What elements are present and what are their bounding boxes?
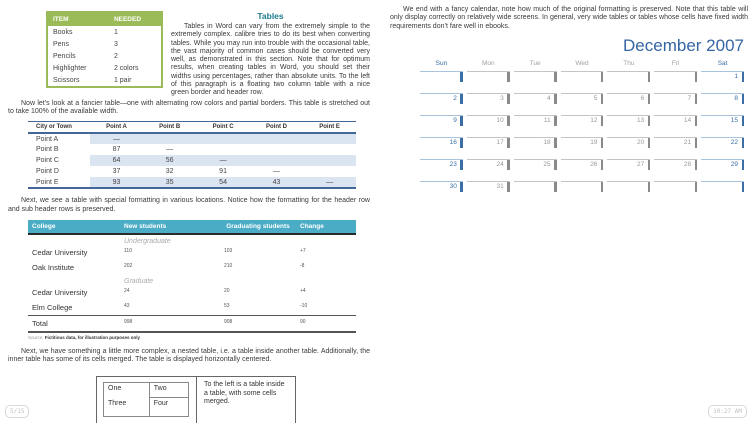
calendar-day-cell	[701, 137, 744, 157]
calendar-grid	[420, 59, 744, 201]
points-row	[28, 166, 356, 177]
calendar-day-cell	[467, 159, 510, 179]
calendar-day-cell	[420, 159, 463, 179]
calendar-day-name: Thu	[623, 59, 635, 67]
calendar-day-number: 30	[449, 182, 457, 190]
college-row-label: Cedar University	[32, 287, 88, 297]
calendar-day-cell	[654, 71, 697, 91]
college-cell: 20	[224, 287, 230, 294]
points-row	[28, 155, 356, 166]
points-cell	[303, 166, 356, 177]
paragraph-special-formatting: Next, we see a table with special formatting in various locations. Notice how the formatting for the header row and sub header rows is preserved.	[8, 197, 370, 213]
points-cell	[196, 144, 249, 155]
supplies-cell: Highlighter	[53, 64, 87, 72]
college-cell: -10	[300, 302, 308, 309]
paragraph-calendar-intro: We end with a fancy calendar, note how much of the original formatting is preserved. Note that this table will only display correctly on relatively wide screens. In general, very wide tables or tables whose cells have fixed width requirements don’t fare well in ebooks.	[390, 6, 748, 30]
calendar-day-number: 14	[683, 116, 692, 124]
supplies-table-body	[47, 26, 162, 87]
supplies-cell: Scissors	[53, 76, 80, 84]
supplies-table-float	[46, 11, 163, 88]
points-cell	[196, 133, 249, 144]
calendar-day-name: Mon	[481, 59, 495, 67]
calendar-day-cell	[467, 115, 510, 135]
points-table-head	[28, 122, 356, 134]
calendar-day-number: 11	[543, 116, 551, 124]
calendar-day-cell	[467, 93, 510, 113]
college-row	[28, 300, 356, 316]
calendar-day-cell	[561, 137, 604, 157]
calendar-day-name: Wed	[575, 59, 589, 67]
calendar-day-number: 10	[496, 116, 504, 124]
points-cell: 54	[196, 177, 249, 188]
college-cell: 210	[224, 262, 233, 269]
calendar-day-cell	[514, 181, 557, 201]
calendar-day-cell	[420, 71, 463, 91]
points-row-label: Point A	[28, 133, 90, 144]
calendar-day-cell	[607, 115, 650, 135]
calendar-day-cell	[607, 181, 650, 201]
calendar-day-number: 20	[637, 138, 645, 146]
calendar-day-number: 27	[637, 160, 645, 168]
calendar-day-number: 18	[543, 138, 551, 146]
supplies-cell: 1	[113, 28, 118, 36]
supplies-cell: Pens	[53, 40, 69, 48]
calendar-day-cell	[514, 159, 557, 179]
points-cell: —	[166, 146, 174, 154]
supplies-row	[47, 38, 162, 50]
calendar-day-number: 3	[500, 94, 504, 102]
points-cell	[303, 133, 356, 144]
calendar-day-cell	[654, 93, 697, 113]
paragraph-nested-table: Next, we have something a little more complex, a nested table, i.e. a table inside another table. Additionally, the inner table has some of its cells merged. The table is displayed horizontally centered.	[8, 347, 370, 364]
college-cell: 53	[224, 302, 230, 309]
points-row	[28, 177, 356, 188]
points-row	[28, 144, 356, 155]
inner-cell-four: Four	[149, 398, 188, 417]
calendar-day-cell	[467, 71, 510, 91]
outer-table	[96, 376, 296, 423]
supplies-cell: 2 colors	[113, 64, 139, 72]
points-header-cell: Point C	[196, 122, 249, 134]
calendar-day-cell	[701, 159, 744, 179]
supplies-header-cell: NEEDED	[109, 12, 162, 26]
inner-cell-three: Three	[104, 398, 150, 417]
calendar-day-cell	[654, 159, 697, 179]
college-header-cell: Change	[296, 220, 356, 234]
college-total-cell: 908	[220, 315, 296, 332]
points-header-row	[28, 122, 356, 134]
calendar-day-number: 28	[683, 160, 692, 168]
points-cell: —	[90, 133, 143, 144]
calendar-day-number: 4	[546, 94, 551, 102]
college-cell: -8	[300, 262, 305, 269]
college-row	[28, 285, 356, 300]
calendar-title: December 2007	[623, 35, 744, 55]
calendar-day-number: 24	[496, 160, 504, 168]
calendar-day-cell	[420, 137, 463, 157]
calendar-day-number: 13	[637, 116, 645, 124]
source-note-text: Fictitious data, for illustration purposes only	[44, 334, 141, 340]
points-cell	[250, 144, 303, 155]
calendar-day-number: 16	[449, 138, 457, 146]
calendar-day-cell	[701, 93, 744, 113]
calendar-day-cell	[561, 181, 604, 201]
supplies-row	[47, 74, 162, 87]
supplies-table	[46, 11, 163, 88]
calendar-day-cell	[561, 93, 604, 113]
college-total-row	[28, 315, 356, 332]
points-table-body	[28, 133, 356, 188]
calendar-day-cell	[514, 93, 557, 113]
points-row	[28, 133, 356, 144]
calendar-day-cell	[607, 137, 650, 157]
college-row-label: Oak Institute	[32, 262, 75, 272]
college-row-label: Cedar University	[32, 247, 88, 257]
points-cell: 91	[219, 168, 227, 176]
calendar-day-number: 1	[734, 72, 738, 80]
points-cell: 32	[165, 168, 174, 176]
calendar-day-name: Sun	[435, 59, 448, 67]
points-header-cell: Point A	[90, 122, 143, 134]
calendar-day-number: 6	[640, 94, 645, 102]
calendar-day-name: Tue	[529, 59, 541, 67]
points-header-cell: Point D	[250, 122, 303, 134]
calendar-day-name: Sat	[717, 59, 728, 67]
points-row-label: Point B	[28, 144, 90, 155]
points-header-cell: Point E	[303, 122, 356, 134]
college-group-row	[28, 275, 356, 285]
supplies-cell: Books	[53, 28, 73, 36]
college-row-label: Elm College	[32, 302, 73, 312]
calendar-day-cell	[701, 115, 744, 135]
calendar-day-number: 29	[730, 160, 738, 168]
college-group-label: Undergraduate	[124, 237, 171, 245]
college-table-head	[28, 220, 356, 234]
points-cell: —	[272, 168, 280, 176]
calendar-day-number: 7	[687, 94, 692, 102]
calendar-day-number: 12	[590, 116, 598, 124]
college-total-cell: 998	[120, 315, 220, 332]
calendar-day-number: 31	[496, 182, 504, 190]
supplies-cell: 1 pair	[113, 76, 132, 84]
calendar-day-cell	[701, 181, 744, 201]
supplies-table-head	[47, 12, 162, 26]
inner-cell-two: Two	[149, 383, 188, 398]
college-header-row	[28, 220, 356, 234]
inner-cell-one: One	[104, 383, 150, 398]
supplies-header-cell: ITEM	[47, 12, 109, 26]
page-left	[8, 6, 370, 423]
calendar-day-cell	[607, 93, 650, 113]
college-row	[28, 260, 356, 275]
calendar-day-cell	[420, 115, 463, 135]
college-cell: +7	[300, 247, 306, 254]
calendar-day-number: 15	[730, 116, 738, 124]
calendar-day-cell	[654, 137, 697, 157]
calendar-day-cell	[701, 71, 744, 91]
points-cell	[250, 155, 303, 166]
college-cell: 110	[124, 247, 132, 254]
calendar-day-cell	[514, 137, 557, 157]
points-cell: 56	[143, 155, 196, 166]
calendar-day-cell	[467, 137, 510, 157]
college-group-label: Graduate	[124, 277, 154, 285]
supplies-cell: Pencils	[53, 52, 76, 60]
points-cell: 87	[112, 146, 121, 154]
calendar-day-number: 9	[453, 116, 457, 124]
calendar-day-cell	[561, 159, 604, 179]
source-note-label: Source:	[28, 334, 44, 340]
calendar-day-cell	[561, 115, 604, 135]
outer-table-left-cell	[97, 377, 197, 423]
college-cell: 43	[124, 302, 130, 309]
college-total-cell: 90	[296, 315, 356, 332]
points-cell: —	[196, 155, 249, 166]
clock: 10:27 AM	[708, 405, 747, 418]
points-cell	[303, 144, 356, 155]
college-table-body	[28, 234, 356, 332]
calendar-day-cell	[514, 71, 557, 91]
supplies-header-row	[47, 12, 162, 26]
page-indicator: 5/15	[5, 405, 29, 418]
calendar-day-cell	[561, 71, 604, 91]
nested-table-section	[96, 376, 370, 423]
points-cell: 93	[90, 177, 143, 188]
paragraph-tables-intro: Tables in Word can vary from the extremely simple to the extremely complex. calibre tries to do its best when converting tables. While you may run into trouble with the occasional table, the vast majority of common cases should be converted very well, as demonstrated in this section. Note that for optimum results, when creating tables in Word, you should set their widths using percentages, rather than absolute units. To the left of this paragraph is a floating two column table with a nice green border and header row.	[171, 23, 370, 97]
calendar-day-number: 22	[730, 138, 738, 146]
calendar-day-number: 23	[449, 160, 457, 168]
calendar-day-number: 17	[496, 138, 504, 146]
college-cell: 202	[124, 262, 133, 269]
points-cell: 43	[250, 177, 303, 188]
points-cell: 64	[90, 155, 143, 166]
nested-table-caption: To the left is a table inside a table, with some cells merged.	[204, 381, 285, 406]
calendar-day-number: 8	[734, 94, 738, 102]
calendar-day-number: 21	[683, 138, 692, 146]
points-table	[28, 121, 356, 189]
calendar-day-cell	[607, 159, 650, 179]
supplies-cell: 2	[113, 52, 118, 60]
calendar-day-number: 2	[453, 94, 457, 102]
college-table	[28, 220, 356, 333]
calendar-day-cell	[420, 181, 463, 201]
supplies-row	[47, 26, 162, 38]
calendar-day-cell	[514, 115, 557, 135]
calendar-day-cell	[654, 115, 697, 135]
college-total-label: Total	[28, 315, 120, 332]
calendar-day-number: 25	[543, 160, 551, 168]
paragraph-fancier-table: Now let’s look at a fancier table—one with alternating row colors and partial borders. This table is stretched out to take 100% of the available width.	[8, 99, 370, 115]
points-cell	[143, 133, 196, 144]
college-header-cell: College	[28, 220, 120, 234]
calendar-day-cell	[420, 93, 463, 113]
college-cell: 103	[224, 247, 233, 254]
section-heading-tables: Tables	[257, 11, 284, 21]
page-right	[390, 6, 748, 201]
calendar-day-number: 5	[593, 94, 598, 102]
college-row	[28, 245, 356, 260]
supplies-row	[47, 62, 162, 74]
college-header-cell: Graduating students	[220, 220, 296, 234]
points-cell: 35	[143, 177, 196, 188]
points-cell: —	[303, 177, 356, 188]
points-cell	[303, 155, 356, 166]
college-cell: 24	[124, 287, 130, 294]
college-cell: +4	[300, 287, 306, 294]
points-row-label: Point C	[28, 155, 90, 166]
calendar-day-number: 26	[590, 160, 598, 168]
college-group-row	[28, 234, 356, 245]
inner-table	[103, 382, 189, 417]
supplies-row	[47, 50, 162, 62]
calendar-day-cell	[654, 181, 697, 201]
supplies-cell: 3	[113, 40, 118, 48]
points-header-cell: City or Town	[28, 122, 90, 134]
points-row-label: Point E	[28, 177, 90, 188]
points-cell	[250, 133, 303, 144]
calendar-day-cell	[607, 71, 650, 91]
calendar-day-name: Fri	[671, 59, 680, 67]
source-note	[28, 335, 370, 340]
points-header-cell: Point B	[143, 122, 196, 134]
calendar-day-number: 19	[590, 138, 598, 146]
college-header-cell: New students	[120, 220, 220, 234]
calendar-day-cell	[467, 181, 510, 201]
points-row-label: Point D	[28, 166, 90, 177]
points-cell: 37	[112, 168, 121, 176]
